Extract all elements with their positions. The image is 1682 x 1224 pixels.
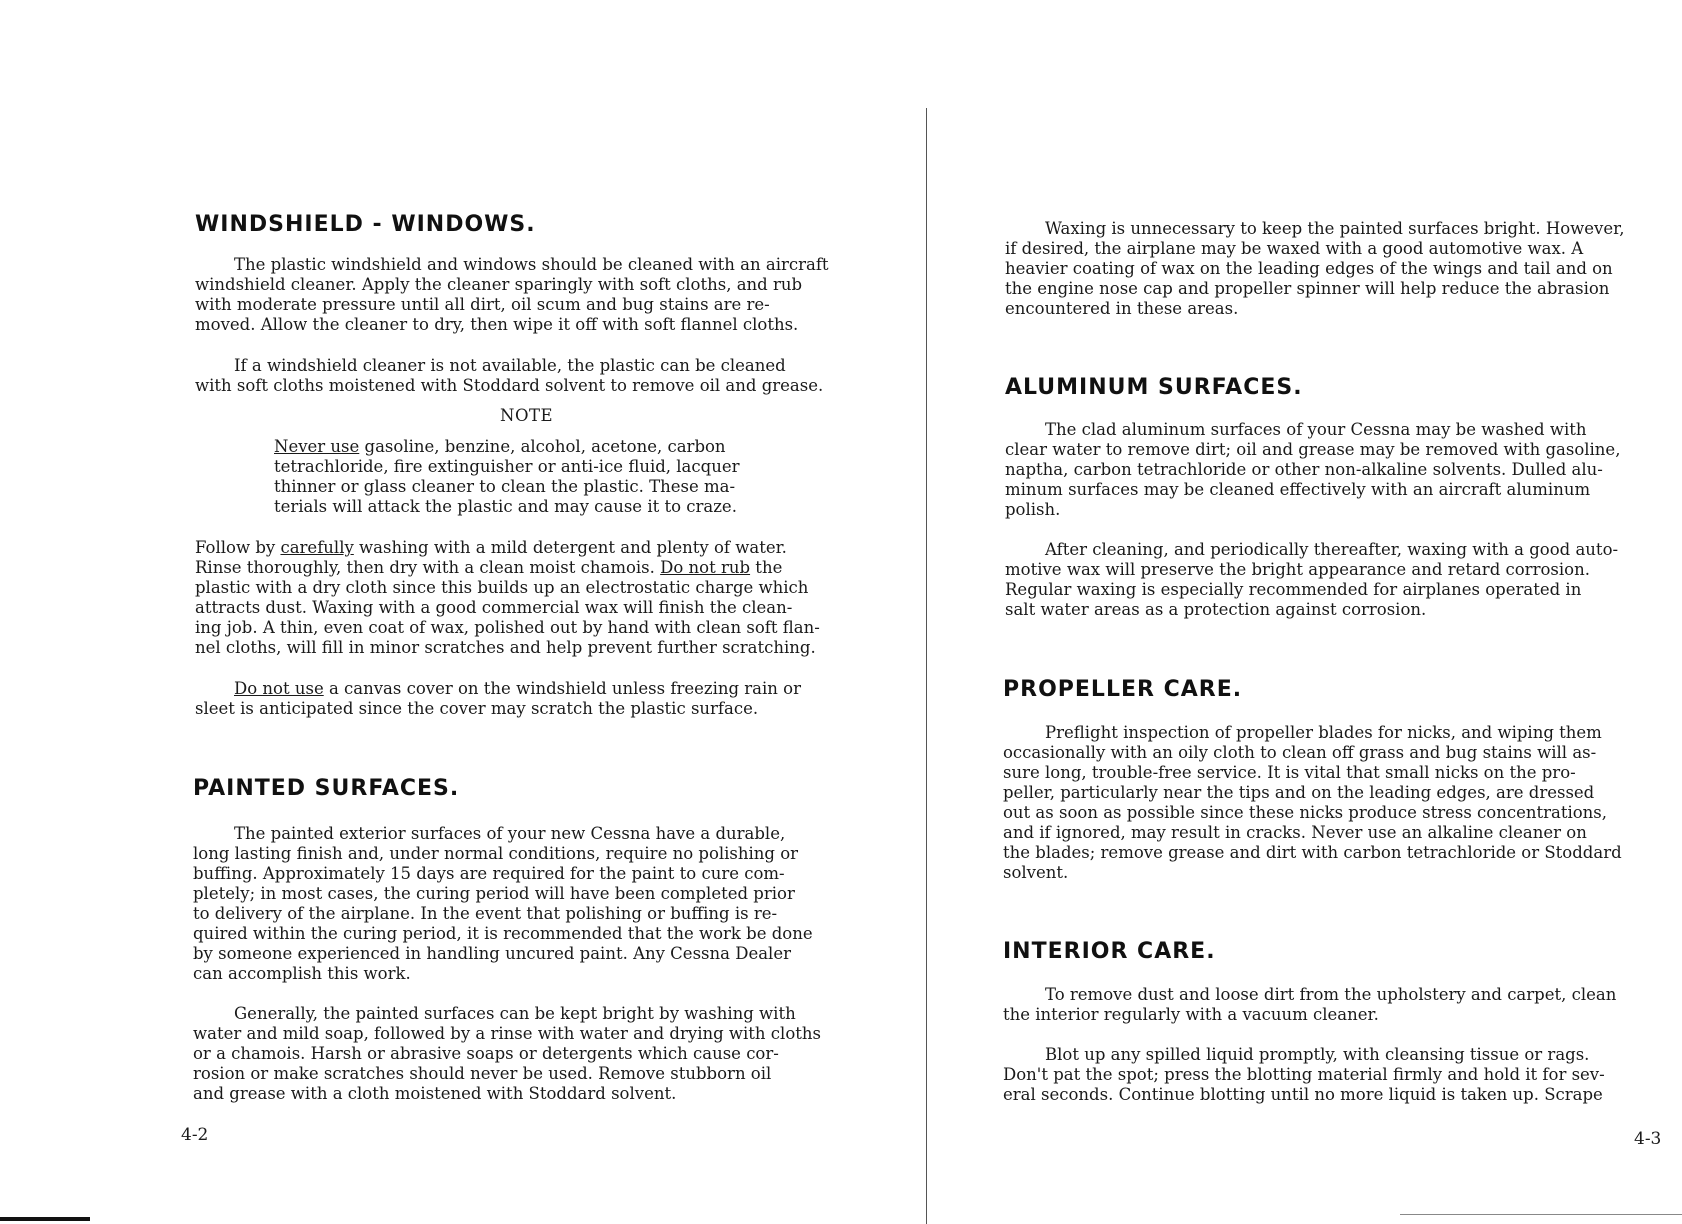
aluminum-paragraph-1 <box>1005 420 1620 520</box>
text-line: peller, particularly near the tips and on the leading edges, are dressed <box>1003 783 1595 802</box>
text-line: with soft cloths moistened with Stoddard solvent to remove oil and grease. <box>195 376 824 395</box>
page-number-right: 4-3 <box>1634 1129 1662 1149</box>
text-line: Waxing is unnecessary to keep the painted surfaces bright. However, <box>1045 219 1625 238</box>
aluminum-surfaces-heading: ALUMINUM SURFACES. <box>1005 375 1303 400</box>
text-line: out as soon as possible since these nicks produce stress concentrations, <box>1003 803 1607 822</box>
text-span: washing with a mild detergent and plenty of water. <box>353 538 787 557</box>
text-line: the blades; remove grease and dirt with carbon tetrachloride or Stoddard <box>1003 843 1622 862</box>
text-line: moved. Allow the cleaner to dry, then wipe it off with soft flannel cloths. <box>195 315 799 334</box>
text-line: if desired, the airplane may be waxed with a good automotive wax. A <box>1005 239 1584 258</box>
text-line: or a chamois. Harsh or abrasive soaps or detergents which cause cor- <box>193 1044 779 1063</box>
text-line: the engine nose cap and propeller spinner will help reduce the abrasion <box>1005 279 1610 298</box>
text-span: a canvas cover on the windshield unless freezing rain or <box>323 679 801 698</box>
text-line: sure long, trouble-free service. It is vital that small nicks on the pro- <box>1003 763 1576 782</box>
text-line: naptha, carbon tetrachloride or other non-alkaline solvents. Dulled alu- <box>1005 460 1603 479</box>
text-line: minum surfaces may be cleaned effectively with an aircraft aluminum <box>1005 480 1591 499</box>
text-line: salt water areas as a protection against corrosion. <box>1005 600 1427 619</box>
never-use-emphasis: Never use <box>274 437 360 456</box>
text-line: After cleaning, and periodically thereafter, waxing with a good auto- <box>1045 540 1619 559</box>
interior-care-heading: INTERIOR CARE. <box>1003 939 1216 964</box>
text-line: rosion or make scratches should never be used. Remove stubborn oil <box>193 1064 772 1083</box>
right-page <box>930 0 1682 1224</box>
interior-paragraph-2 <box>1003 1045 1605 1105</box>
text-line: thinner or glass cleaner to clean the plastic. These ma- <box>274 477 736 496</box>
text-line: Blot up any spilled liquid promptly, with cleansing tissue or rags. <box>1045 1045 1590 1064</box>
text-line: ing job. A thin, even coat of wax, polished out by hand with clean soft flan- <box>195 618 820 637</box>
text-line: motive wax will preserve the bright appearance and retard corrosion. <box>1005 560 1590 579</box>
scan-bottom-line <box>1400 1214 1682 1215</box>
text-line: The plastic windshield and windows should be cleaned with an aircraft <box>234 255 829 274</box>
text-line: buffing. Approximately 15 days are required for the paint to cure com- <box>193 864 785 883</box>
do-not-use-emphasis: Do not use <box>234 679 324 698</box>
text-line: encountered in these areas. <box>1005 299 1239 318</box>
text-line: heavier coating of wax on the leading edges of the wings and tail and on <box>1005 259 1613 278</box>
text-line <box>195 679 801 699</box>
propeller-care-heading: PROPELLER CARE. <box>1003 677 1243 702</box>
text-line: windshield cleaner. Apply the cleaner sparingly with soft cloths, and rub <box>195 275 803 294</box>
text-span: gasoline, benzine, alcohol, acetone, carbon <box>359 437 726 456</box>
text-line: If a windshield cleaner is not available, the plastic can be cleaned <box>234 356 786 375</box>
text-line: Regular waxing is especially recommended for airplanes operated in <box>1005 580 1582 599</box>
propeller-paragraph-1 <box>1003 723 1622 883</box>
painted-surfaces-heading: PAINTED SURFACES. <box>193 776 460 801</box>
note-label: NOTE <box>500 406 554 425</box>
text-line: Don't pat the spot; press the blotting material firmly and hold it for sev- <box>1003 1065 1605 1084</box>
text-line <box>274 437 739 457</box>
text-span: Follow by <box>195 538 281 557</box>
text-line: quired within the curing period, it is recommended that the work be done <box>193 924 813 943</box>
text-line: with moderate pressure until all dirt, oil scum and bug stains are re- <box>195 295 770 314</box>
text-line: sleet is anticipated since the cover may scratch the plastic surface. <box>195 699 759 718</box>
windshield-paragraph-1 <box>195 255 829 335</box>
text-line: nel cloths, will fill in minor scratches and help prevent further scratching. <box>195 638 816 657</box>
page-number-left: 4-2 <box>181 1125 209 1145</box>
text-line: long lasting finish and, under normal conditions, require no polishing or <box>193 844 799 863</box>
text-span: Rinse thoroughly, then dry with a clean moist chamois. <box>195 558 661 577</box>
do-not-rub-emphasis: Do not rub <box>660 558 751 577</box>
text-line: plastic with a dry cloth since this builds up an electrostatic charge which <box>195 578 809 597</box>
text-line: Generally, the painted surfaces can be kept bright by washing with <box>234 1004 796 1023</box>
windshield-paragraph-3 <box>195 538 820 658</box>
text-line <box>195 538 820 558</box>
windshield-paragraph-4 <box>195 679 801 719</box>
painted-paragraph-2 <box>193 1004 821 1104</box>
text-line: To remove dust and loose dirt from the upholstery and carpet, clean <box>1045 985 1617 1004</box>
waxing-paragraph <box>1005 219 1624 319</box>
painted-paragraph-1 <box>193 824 813 984</box>
note-text <box>274 437 739 517</box>
text-line: to delivery of the airplane. In the event that polishing or buffing is re- <box>193 904 778 923</box>
text-line <box>195 558 820 578</box>
page-gutter <box>926 108 927 1224</box>
scan-edge-mark <box>0 1217 90 1221</box>
text-line: attracts dust. Waxing with a good commercial wax will finish the clean- <box>195 598 793 617</box>
text-line: Preflight inspection of propeller blades for nicks, and wiping them <box>1045 723 1602 742</box>
text-line: tetrachloride, fire extinguisher or anti-ice fluid, lacquer <box>274 457 740 476</box>
aluminum-paragraph-2 <box>1005 540 1618 620</box>
interior-paragraph-1 <box>1003 985 1616 1025</box>
text-line: terials will attack the plastic and may cause it to craze. <box>274 497 737 516</box>
text-line: by someone experienced in handling uncured paint. Any Cessna Dealer <box>193 944 791 963</box>
text-line: solvent. <box>1003 863 1069 882</box>
windshield-heading: WINDSHIELD - WINDOWS. <box>195 212 536 237</box>
text-line: the interior regularly with a vacuum cleaner. <box>1003 1005 1379 1024</box>
windshield-paragraph-2 <box>195 356 823 396</box>
text-line: and grease with a cloth moistened with Stoddard solvent. <box>193 1084 677 1103</box>
text-line: clear water to remove dirt; oil and grease may be removed with gasoline, <box>1005 440 1621 459</box>
text-line: occasionally with an oily cloth to clean off grass and bug stains will as- <box>1003 743 1597 762</box>
carefully-emphasis: carefully <box>280 538 354 557</box>
text-line: polish. <box>1005 500 1061 519</box>
text-line: The clad aluminum surfaces of your Cessna may be washed with <box>1045 420 1587 439</box>
text-line: The painted exterior surfaces of your new Cessna have a durable, <box>234 824 786 843</box>
text-line: can accomplish this work. <box>193 964 411 983</box>
text-line: and if ignored, may result in cracks. Never use an alkaline cleaner on <box>1003 823 1587 842</box>
text-line: pletely; in most cases, the curing period will have been completed prior <box>193 884 795 903</box>
text-line: water and mild soap, followed by a rinse with water and drying with cloths <box>193 1024 821 1043</box>
text-line: eral seconds. Continue blotting until no more liquid is taken up. Scrape <box>1003 1085 1603 1104</box>
text-span: the <box>750 558 783 577</box>
